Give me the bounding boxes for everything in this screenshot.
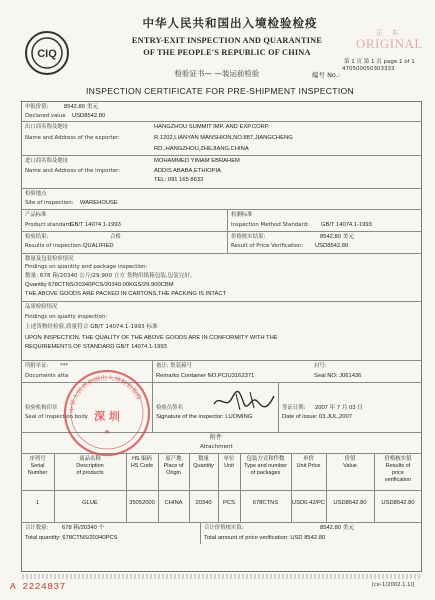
site-label-zh: 检验地点 [25,191,47,197]
seal-ring-text: 中华人民共和国出入境检验检疫 [67,373,144,414]
seal-no-label-zh: 封号: [314,363,327,369]
divider [21,121,422,122]
form-code: [ce-1(2002.1.1)] [372,582,415,588]
table-header-label: Results of [385,463,411,470]
exporter-label-zh: 出口商名称及地址 [25,124,69,130]
table-row-cell: USD8542.80 [333,500,367,506]
product-standard-label-en: Product standard: [25,222,73,228]
ciq-logo-icon [24,30,70,76]
declared-value-en: USD8542.80 [72,113,106,119]
table-header-label: Number [27,470,48,477]
table-row-cell: PCS [223,500,235,506]
table-header-label: Quantity [193,463,214,470]
exporter-label-en: Name and Address of the exporter: [25,135,120,141]
remarks-container-no: Remarks Container NO.PCIU3162371 [156,373,255,379]
importer-line-3: TEL: 091 165 8633 [154,177,204,183]
divider-vertical [152,360,153,382]
table-header-label: verification [384,477,412,484]
table-header-cell [291,456,326,470]
table-row-cell: 678CTNS [252,500,279,506]
quality-line-en-2: REQUIREMENTS OF STANDARD GB/T 14074.1-1993 [25,344,167,350]
seal-body-label-en: Seal of inspection body [25,414,88,420]
table-row-cell: USD0.42/PC [291,500,326,506]
seal-city: 深 圳 [94,410,120,423]
table-header-cell [189,456,218,470]
table-header-label: of packages [250,470,281,477]
original-stamp-zh: 正 本 [376,29,402,37]
svg-text:★: ★ [103,428,111,436]
table-row-cell: 35052000 [129,500,155,506]
divider [21,231,422,232]
authority-title-zh: 中华人民共和国出入境检验检疫 [142,16,318,30]
documents-label-zh: 所附单证: [25,363,49,369]
quality-line-en-1: UPON INSPECTION, THE QUALITY OF THE ABOVE GOODS ARE IN CONFORMITY WITH THE [25,335,278,341]
legal-footnote [22,574,420,579]
table-header-cell [240,456,291,477]
inspector-label-zh: 检验员签名 [156,405,183,411]
price-verification-label-en: Result of Price Verification: [231,243,304,249]
certificate-no-label: 编号 No.: [312,71,341,79]
table-header-label: of products [76,470,104,477]
issue-date-en: Date of issue: 03.JUL,2007 [282,414,352,420]
table-header-label: Description [76,463,104,470]
price-verification-label-zh: 价格核实结果: [231,234,266,240]
seal-body-label-zh: 检验机构印章 [25,405,58,411]
issue-date-zh: 2007 年 7 月 03 日 [315,405,364,411]
table-header-label: Place of [163,463,184,470]
divider [21,360,422,361]
exporter-line-1: HANGZHOU SUMMIT IMP. AND EXP.CORP. [154,124,270,130]
table-header-label: 商品名称 [79,456,101,462]
table-header-label: price [392,470,404,477]
table-header-label: 序列号 [29,456,46,462]
quality-section-label-en: Findings on quality inspection: [25,314,108,320]
product-standard-value: GB/T 14074.1-1993 [70,222,121,228]
table-header-label: 原产地 [165,456,182,462]
table-header-label: Origin [166,470,181,477]
attachment-title-en: Attachment [200,444,233,450]
remarks-label-zh: 备注: 集装箱号 [156,363,192,369]
total-quantity-en: Total quantity: 678CTNS/20340PCS [25,535,118,541]
inspection-seal-stamp [62,368,152,458]
table-row-cell: USD8542.80 [381,500,415,506]
site-label-en: Site of inspection: [25,200,74,206]
result-value-zh: 合格 [110,234,121,240]
authority-title-en-line1: ENTRY-EXIT INSPECTION AND QUARANTINE [131,36,323,45]
total-quantity-label-zh: 合计数量: [25,525,49,531]
inspector-signature-label: Signature of the inspector: LUOMING [156,414,253,420]
original-stamp: ORIGINAL [356,36,423,51]
issue-date-label-zh: 签证日期: [282,405,306,411]
declared-value-zh: 8542.80 美元 [64,104,99,110]
result-value-en: QUALIFIED [83,243,114,249]
table-header-cell [374,456,422,484]
method-standard-label-en: Inspection Method Standard: [231,222,309,228]
total-quantity-zh: 678 箱/20340 个 [62,525,105,531]
table-header-cell [54,456,126,477]
result-label-en: Results of inspection: [25,243,83,249]
table-row-cell: 20340 [195,500,212,506]
certificate-title-zh: 检验证书— —装运前检验 [174,69,260,78]
method-standard-label-zh: 检测标准 [231,212,253,218]
svg-text:CIQ: CIQ [37,48,57,60]
quality-section-label-zh: 品质检验情况 [25,304,58,310]
table-header-cell [218,456,240,470]
site-value: WAREHOUSE [80,200,118,206]
divider [21,522,422,523]
importer-label-en: Name and Address of the importer: [25,168,121,174]
price-verification-en: USD8542.80 [315,243,349,249]
table-header-label: Serial [30,463,45,470]
divider [21,301,422,302]
table-header-label: Unit Price [296,463,321,470]
product-standard-label-zh: 产品标准 [25,212,47,218]
inspector-signature [210,388,280,416]
divider [21,209,422,210]
table-header-cell [126,456,158,470]
table-row-cell: GLUE [82,500,98,506]
table-header-label: Unit [224,463,234,470]
certificate-title-en: INSPECTION CERTIFICATE FOR PRE-SHIPMENT INSPECTION [85,86,355,96]
table-header-cell [21,456,54,477]
table-header-cell [158,456,189,477]
exporter-line-3: RD.,HANGZHOU,ZHEJIANG,CHINA [154,146,249,152]
packing-line: THE ABOVE GOODS ARE PACKED IN CARTONS,THE PACKING IS INTACT [25,291,227,297]
quantity-line-zh: 数量: 678 箱/20340 公斤/29.900 立方 货物用纸箱包装,包装完好。 [25,273,196,279]
exporter-line-2: R.1202,LIANYAN MANSHION,NO.887,JIANGCHENG [154,135,293,141]
table-row-cell: 1 [35,500,40,506]
divider [21,188,422,189]
table-header-label: 数量 [198,456,209,462]
divider [21,155,422,156]
total-value-zh: 8542.80 美元 [320,525,355,531]
table-row-cell: CHINA [164,500,183,506]
table-header-label: 单价 [303,456,314,462]
quantity-section-label-zh: 数量及包装检验情况 [25,256,74,262]
declared-value-label-en: Declared value [25,113,66,119]
documents-stars: *** [60,363,69,369]
total-value-en: Total amount of price verification: USD 8542.80 [204,535,326,541]
table-header-cell [326,456,374,470]
total-value-label-zh: 合计价格核实值: [204,525,244,531]
quantity-section-label-en: Findings on quantity and package inspection: [25,264,148,270]
divider [21,253,422,254]
seal-no: Seal NO: J061436 [314,373,362,379]
authority-title-en-line2: OF THE PEOPLE'S REPUBLIC OF CHINA [143,48,311,57]
documents-label-en: Documents atta [25,373,69,379]
quantity-line-en: Quantity 678CTNS/20340PCS/20340.00KGS/29.900CBM [25,282,174,288]
divider-vertical [200,522,201,544]
table-header-label: Type and number [244,463,287,470]
quality-line-zh: 上述货物经检验,质量符合 GB/T 14074.1-1993 标准 [25,324,158,330]
table-header-label: HS 编码 [132,456,152,462]
table-header-divider [21,490,422,491]
method-standard-value: GB/T 14074.1-1993 [321,222,372,228]
table-header-label: 包装方式和件数 [246,456,285,462]
page-info: 第 1 页 第 1 页 page 1 of 1 [344,59,415,65]
certificate-number: 470500050303333 [342,66,395,72]
table-header-label: 价格核实值 [384,456,412,462]
importer-label-zh: 进口商名称及地址 [25,158,69,164]
table-header-label: HS Code [130,463,154,470]
attachment-title-zh: 附件 [210,434,223,441]
result-label-zh: 检验结果: [25,234,49,240]
table-header-label: 价值 [344,456,356,462]
declared-value-label-zh: 申报价值: [25,104,49,110]
price-verification-zh: 8542.80 美元 [320,234,355,240]
divider-vertical [152,382,153,432]
importer-line-1: MOHAMMED YIMAM EBRAHEM [154,158,240,164]
table-header-label: 单位 [223,456,235,462]
table-header-label: Value [343,463,357,470]
certificate-serial-number: A 2224837 [10,581,66,592]
importer-line-2: ADDIS ABABA,ETHIOPIA [154,168,222,174]
